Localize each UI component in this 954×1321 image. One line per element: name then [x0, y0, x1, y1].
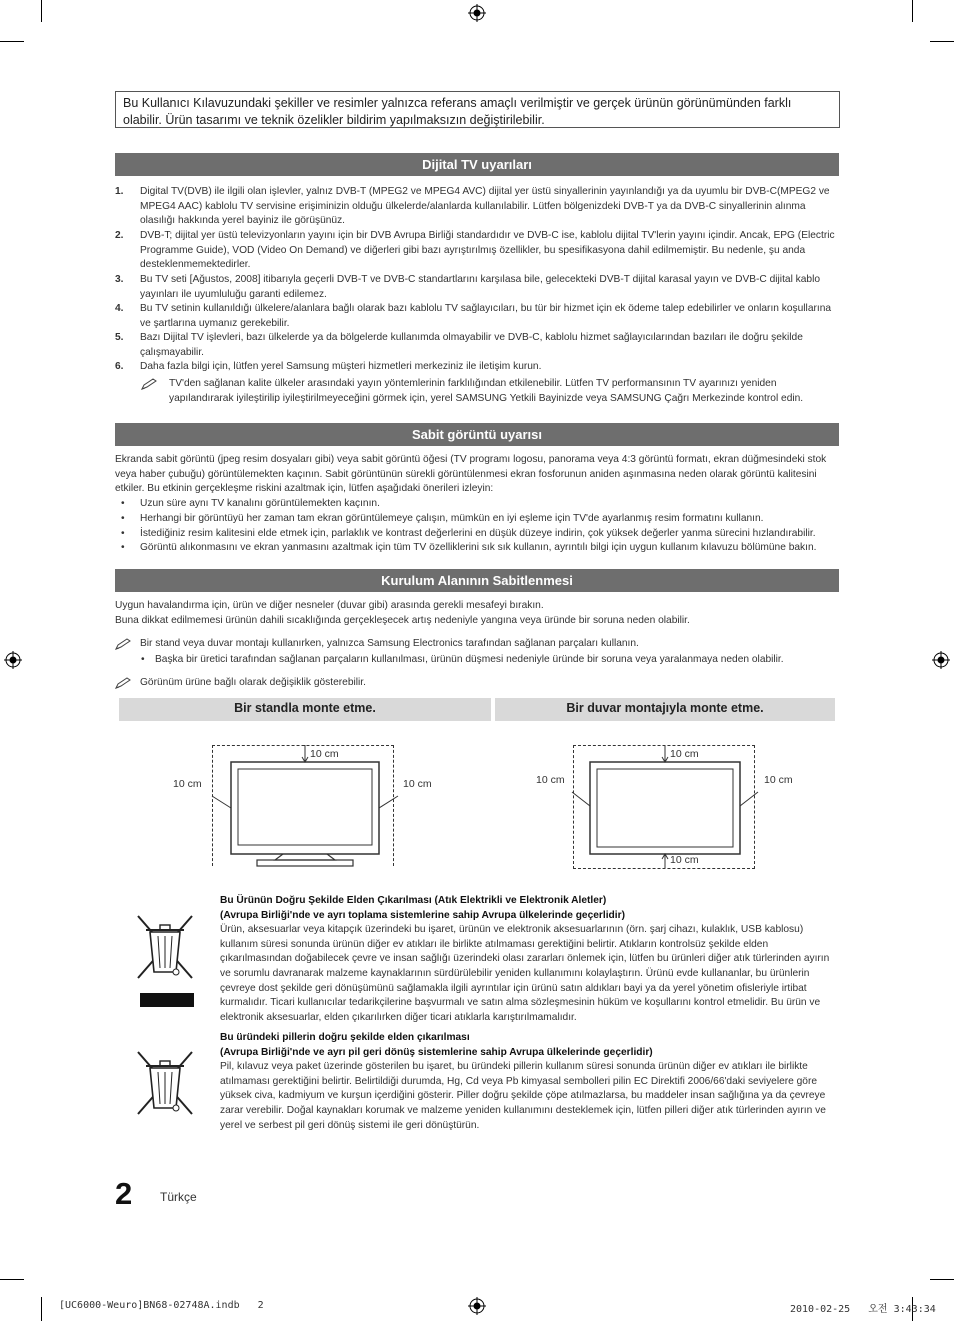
list-number: 6. — [115, 361, 124, 372]
note-pencil-icon — [115, 638, 132, 650]
bullet-item: Görüntü alıkonmasını ve ekran yanmasını azaltmak için tüm TV özelliklerini sık sık kullanın, ayrıntılı bilgi için uygun kullanım kılavuzu bölümüne bakın. — [140, 542, 817, 553]
print-file-info: [UC6000-Weuro]BN68-02748A.indb 2 — [59, 1300, 264, 1311]
weee-title: Bu Ürünün Doğru Şekilde Elden Çıkarılması (Atık Elektrikli ve Elektronik Aletler) — [220, 895, 607, 906]
clearance-label: 10 cm — [173, 778, 202, 790]
crop-mark — [41, 1297, 42, 1321]
note-pencil-icon — [115, 677, 132, 689]
bullet: • — [121, 498, 125, 509]
tv-wall-diagram — [570, 742, 760, 872]
battery-body: Pil, kılavuz veya paket üzerinde gösterilen bu işaret, bu üründeki pillerin kullanım süresi sonunda ürünün diğer ev atıkları ile birlikte atılmaması gerektiğini belirtir. Belirtildiği durumda, Hg, Cd veya Pb kimyasal sembolleri pilin EC Direktifi 2006/66'daki seviyelere göre yüksek civa, kadmiyum ve kurşun içerdiğini gösterir. Piller doğru şekilde çöpe atılmazlarsa, bu maddeler insan sağlığına ya da çevreye zarar verebilir. Doğal kaynakları korumak ve malzeme yeniden kullanımını desteklemek için, lütfen pilleri diğer atık türlerinden ayırın ve yerel ve serbest pil geri dönüş sistemi ile geri dönüştürün. — [220, 1061, 826, 1131]
list-item: Digital TV(DVB) ile ilgili olan işlevler, yalnız DVB-T (MPEG2 ve MPEG4 AVC) dijital yer üstü sinyallerinin yayınlandığı ya da uyumlu bir DVB-C(MPEG2 ve MPEG4 AAC) kablolu TV servisine erişiminizin olduğu ülkelerde/alanlarda kullanılabilir. Lütfen bölgenizdeki DVB-T ya da DVB-C sinyallerinin alınma olasılığı hakkında yerel bayiniz ile görüşünüz. — [140, 186, 830, 227]
registration-mark-icon — [4, 651, 22, 669]
bullet-item: Herhangi bir görüntüyü her zaman tam ekran görüntülemeye çalışın, mümkün en iyi eşleme için TV'de ayarlanmış resim formatını kullanın. — [140, 513, 764, 524]
bullet: • — [121, 513, 125, 524]
list-item: DVB-T; dijital yer üstü televizyonların yayını için bir DVB Avrupa Birliği standardıdır ve DVB-C ise, kablolu dijital TV'lerin yayını içindir. Ancak, EPG (Electric Programme Guide), VOD (Video On Demand) ve diğerleri gibi bazı ayrıştırılmış özellikler, bu spesifikasyona dahil edilmemiştir. Bu nedenle, şu anda desteklenmemektedirler. — [140, 230, 835, 271]
stand-mount-header: Bir standla monte etme. — [119, 698, 491, 721]
list-item: Bu TV seti [Ağustos, 2008] itibarıyla geçerli DVB-T ve DVB-C standartlarını karşılasa bile, gelecekteki DVB-T dijital karasal yayın ve DVB-C dijital kablo yayınları ile uyumluluğu garanti edilemez. — [140, 274, 821, 300]
crop-mark — [0, 41, 24, 42]
crop-mark — [930, 1279, 954, 1280]
bullet: • — [121, 542, 125, 553]
list-number: 4. — [115, 303, 124, 314]
list-item: Bazı Dijital TV işlevleri, bazı ülkelerde ya da bölgelerde kullanımda olmayabilir ve DVB-C, kablolu hizmet sağlayıcılarından bazıları ile doğru şekilde çalışmayabilir. — [140, 332, 803, 358]
paragraph: Ekranda sabit görüntü (jpeg resim dosyaları gibi) veya sabit görüntü öğesi (TV programı logosu, panorama veya 4:3 görüntü formatı, ekran düğmesindeki stok veya haber çubuğu) görüntülemekten kaçının. Sabit görüntünün sürekli görüntülenmesi ekran fosforunun aniden aşınmasına neden olarak görüntü kalitesini etkiler. Bu etkinin gerçekleşme riskini azaltmak için, lütfen aşağıdaki önerileri izleyin: — [115, 454, 827, 495]
bullet: • — [121, 528, 125, 539]
page-language: Türkçe — [160, 1190, 197, 1204]
crop-mark — [930, 41, 954, 42]
weee-section — [220, 894, 834, 1025]
registration-mark-icon — [468, 1297, 486, 1315]
black-bar — [140, 993, 194, 1007]
section-title-sabit: Sabit görüntü uyarısı — [115, 423, 839, 446]
section-title-dijital: Dijital TV uyarıları — [115, 153, 839, 176]
note-pencil-icon — [141, 378, 158, 390]
list-number: 5. — [115, 332, 124, 343]
bullet: • — [141, 654, 145, 665]
weee-body: Ürün, aksesuarlar veya kitapçık üzerindeki bu işaret, ürünün ve elektronik aksesuarlarının (örn. şarj cihazı, kulaklık, USB kablosu) kullanım süresi sonunda ürünün diğer ev atıkları ile birlikte atılmaması gerektiğini belirtir. Atıkların kontrolsüz şekilde elden çıkarılmasından doğabilecek çevre ve insan sağlığı üzerindeki olası zararları önlemek için, lütfen bu ürünleri diğer atık türlerinden ayırın ve sorumlu davranarak malzeme kaynaklarının sürdürülebilir yeniden kullanımını kolaylaştırın. Ürünü evde kullananlar, bu ürünlerin çevreye dost şekilde geri dönüşümünü sağlamakla ilgili ayrıntılar için ürünü satın aldıkları bayi ya da yerel yönetim ofisleriyle irtibat kurmalıdır. Ticari kullanıcılar tedarikçilerine başvurmalı ve satın alma sözleşmesinin hüküm ve koşullarını kontrol etmelidir. Bu ürün ve elektronik aksesuarlar, elden çıkarılırken diğer ticari atıklarla karıştırılmamalıdır. — [220, 924, 830, 1023]
list-number: 1. — [115, 186, 124, 197]
battery-title: Bu üründeki pillerin doğru şekilde elden çıkarılması — [220, 1032, 470, 1043]
paragraph: Uygun havalandırma için, ürün ve diğer nesneler (duvar gibi) arasında gerekli mesafeyi bırakın. — [115, 600, 544, 611]
registration-mark-icon — [932, 651, 950, 669]
crossed-bin-icon — [134, 1046, 196, 1118]
clearance-label: 10 cm — [670, 854, 699, 866]
clearance-label: 10 cm — [536, 774, 565, 786]
bullet-item: Uzun süre aynı TV kanalını görüntülemekten kaçının. — [140, 498, 380, 509]
list-number: 2. — [115, 230, 124, 241]
crop-mark — [41, 0, 42, 22]
tv-stand-diagram — [205, 742, 405, 872]
print-date: 2010-02-25 오전 3:43:34 — [790, 1304, 936, 1315]
clearance-label: 10 cm — [670, 748, 699, 760]
battery-subtitle: (Avrupa Birliği'nde ve ayrı pil geri dönüş sistemlerine sahip Avrupa ülkelerinde geçerlidir) — [220, 1046, 653, 1058]
note-text: TV'den sağlanan kalite ülkeler arasındaki yayın yöntemlerinin farklılığından etkilenebilir. Lütfen TV performansının TV ayarınızı yeniden yapılandırarak iyileştirilip iyileştirilmeyeceğini görmek için, yerel SAMSUNG Yetkili Bayinizde veya SAMSUNG Çağrı Merkezinde kontrol edin. — [169, 378, 804, 404]
clearance-label: 10 cm — [310, 748, 339, 760]
note-text: Bir stand veya duvar montajı kullanırken, yalnızca Samsung Electronics tarafından sağlanan parçaları kullanın. — [140, 638, 639, 649]
registration-mark-icon — [468, 4, 486, 22]
bullet-item: İstediğiniz resim kalitesini elde etmek için, parlaklık ve kontrast değerlerini en düşük düzeye indirin, çok yüksek değerler yanma sürecini hızlandırabilir. — [140, 528, 816, 539]
list-item: Daha fazla bilgi için, lütfen yerel Samsung müşteri hizmetleri merkeziniz ile iletişim kurun. — [140, 361, 542, 372]
list-number: 3. — [115, 274, 124, 285]
paragraph: Buna dikkat edilmemesi ürünün dahili sıcaklığında gerçekleşecek artış nedeniyle yangına veya üründe bir soruna neden olabilir. — [115, 615, 690, 626]
page-number: 2 — [115, 1176, 133, 1211]
list-item: Bu TV setinin kullanıldığı ülkelere/alanlara bağlı olarak bazı kablolu TV sağlayıcıları, bu tür bir hizmet için ek ödeme talep edebilirler ve onların koşullarına ve şartlarına uymanız gerekebilir. — [140, 303, 832, 329]
clearance-label: 10 cm — [403, 778, 432, 790]
weee-subtitle: (Avrupa Birliği'nde ve ayrı toplama sistemlerine sahip Avrupa ülkelerinde geçerlidir) — [220, 909, 625, 921]
crop-mark — [0, 1279, 24, 1280]
section-title-kurulum: Kurulum Alanının Sabitlenmesi — [115, 569, 839, 592]
wall-mount-header: Bir duvar montajıyla monte etme. — [495, 698, 835, 721]
crossed-bin-icon — [134, 910, 196, 982]
note-text: Görünüm ürüne bağlı olarak değişiklik gösterebilir. — [140, 677, 366, 688]
battery-section — [220, 1031, 834, 1133]
crop-mark — [912, 0, 913, 22]
clearance-label: 10 cm — [764, 774, 793, 786]
disclaimer-box: Bu Kullanıcı Kılavuzundaki şekiller ve resimler yalnızca referans amaçlı verilmiştir ve gerçek ürünün görünümünden farklı olabilir. Ürün tasarımı ve teknik özelikler bildirim yapılmaksızın değiştirilebilir. — [115, 91, 840, 128]
sub-bullet-item: Başka bir üretici tarafından sağlanan parçaların kullanılması, ürünün düşmesi nedeniyle üründe bir soruna veya yaralanmaya neden olabilir. — [155, 654, 784, 665]
